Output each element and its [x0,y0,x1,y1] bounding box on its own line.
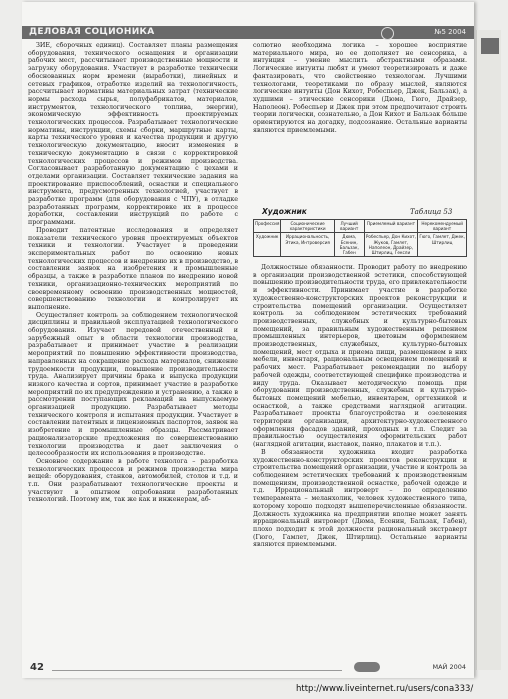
right-column-bottom [253,264,467,654]
right-paragraph: Должностные обязанности. Проводит работу по внедрению в организации производственной эстетики, способствующей повышению производительности труда, его привлекательности и эффективности. Принимает участие в разработке художественно-конструкторских проектов реконструкции и строительства помещений организации. Осуществляет контроль за соблюдением эстетических требований производственных, служебных и культурно-бытовых помещений, за правильным художественным решением промышленных интерьеров, цветовым оформлением производственных, служебных, культурно-бытовых помещений, мест отдыха и приема пищи, размещением в них мебели, инвентаря, рациональным освещением помещений и рабочих мест. Разрабатывает рекомендации по выбору рабочей одежды, соответствующей специфике производства и виду труда. Оказывает методическую помощь при оборудовании производственных, служебных и культурно-бытовых помещений мебелью, инвентарем, оргтехникой и оснасткой, а также средствами наглядной агитации. Разрабатывает проекты благоустройства и озеленения территории организации, архитектурно-художественного оформления фасадов зданий, проходных и т.п. Следит за правильностью осуществления оформительских работ (наглядной агитации, выставок, панно, плакатов и т.п.). [253,264,467,449]
table-cell: Дюма, Есенин, Бальзак, Габен [334,233,364,257]
issue-tag: №5 2004 [434,28,466,36]
left-paragraph: Осуществляет контроль за соблюдением технологической дисциплины и правильной эксплуатацией технологического оборудования. Изучает передовой отечественный и зарубежный опыт в области технологии производства, разрабатывает и принимает участие в реализации мероприятий по повышению эффективности производства, направленных на сокращение расхода материалов, снижение трудоемкости продукции, повышение производительности труда. Анализирует причины брака и выпуска продукции низкого качества и сортов, принимает участие в разработке мероприятий по их предупреждению и устранению, а также в рассмотрении поступающих рекламаций на выпускаемую организацией продукцию. Разрабатывает методы технического контроля и испытания продукции. Участвует в составлении патентных и лицензионных паспортов, заявок на изобретение и промышленные образцы. Рассматривает рационализаторские предложения по совершенствованию технологии производства и дает заключения о целесообразности их использования в производстве. [28,311,238,458]
table-header-cell: Профессия [254,220,281,233]
table-caption: Таблица 53 [410,208,453,216]
left-paragraph: Проводит патентные исследования и определяет показатели технического уровня проектируемых объектов техники и технологии. Участвует в проведении экспериментальных работ по освоению новых технологических процессов и внедрению их в производство, в составлении заявок на изобретения и промышленные образцы, а также в разработке планов по внедрению новой техники, организационно-технических мероприятий по своевременному освоению производственных мощностей, совершенствованию технологии и контролирует их выполнение. [28,226,238,311]
right-paragraph: В обязанности художника входит разработка художественно-конструкторских проектов реконструкции и строительства помещений организации, участие и контроль за соблюдением эстетических требований к производственным помещениям, производственной оснастке, рабочей одежде и т.д. Иррациональный интроверт – по определению темперамента – меланхолик, человек художественного типа, которому хорошо подходят вышеперечисленные обязанности. Должность художника на предприятии вполне может занять иррациональный интроверт (Дюма, Есенин, Бальзак, Габен), плохо подходит к этой должности рациональный экстраверт (Гюго, Гамлет, Джек, Штирлиц). Остальные варианты являются приемлемыми. [253,448,467,549]
left-paragraph: ЗИЕ, сборочных единиц). Составляет планы размещения оборудования, технического оснащения и организации рабочих мест, рассчитывает производственные мощности и загрузку оборудования. Участвует в разработке технически обоснованных норм времени (выработки), линейных и сетевых графиков, отработке изделий на технологичность, рассчитывает нормативы материальных затрат (технические нормы расхода сырья, полуфабрикатов, материалов, инструментов, технологического топлива, энергии), экономическую эффективность проектируемых технологических процессов. Разрабатывает технологические нормативы, инструкции, схемы сборки, маршрутные карты, карты технического уровня и качества продукции и другую технологическую документацию, вносит изменения в техническую документацию в связи с корректировкой технологических процессов и режимов производства. Согласовывает разработанную документацию с цехами и отделами организации. Составляет технические задания на проектирование приспособлений, оснастки и специального инструмента, предусмотренных технологией, участвует в разработке программ (для оборудования с ЧПУ), в отладке разработанных программ, корректировке их в процессе доработки, составлении инструкций по работе с программами. [28,42,238,227]
table-cell: Художник [254,233,281,257]
table-row [254,233,467,257]
watermark-url: http://www.liveinternet.ru/users/cona333/ [296,684,474,694]
magazine-title: ДЕЛОВАЯ СОЦИОНИКА [29,27,155,37]
table-cell: Робеспьер, Дон Кихот, Жуков, Гамлет, Наполеон, Драйзер, Штирлиц, Гексли [365,234,416,256]
footer-logo-icon [354,662,380,672]
page-number: 42 [30,662,44,673]
table-cell: Гюго, Гамлет, Джек, Штирлиц [418,233,467,257]
left-paragraph: Основное содержание в работе технолога – разработка технологических процессов и режимов производства мира вещей: оборудования, станков, автомобилей, столов и т.д. и т.п. Они разрабатывают технологические проекты и участвуют в опытном опробовании разработанных технологий. Поэтому им, так же как и инженерам, аб- [28,457,238,504]
adjacent-page-edge [476,30,501,670]
footer-issue: МАЙ 2004 [432,663,466,671]
table-header-cell: Соционические характеристики [281,220,335,233]
right-column-top [253,42,467,192]
magazine-page [22,2,474,678]
profession-table [253,219,467,257]
left-column [28,42,238,654]
table-header-row [254,220,467,233]
section-title: Художник [262,207,307,216]
table-header-cell: Лучший вариант [334,220,364,233]
table-header-cell: Нерекомендуемый вариант [418,220,467,233]
footer-rule [52,670,342,671]
header-strip [481,38,499,54]
table-cell: Иррациональность, Этика, Интроверсия [281,233,335,257]
table-header-cell: Приемлемый вариант [364,220,418,233]
right-paragraph: солютно необходима логика – хорошее восприятие материального мира, но ее дополняет не сенсорика, а интуиция – умение мыслить абстрактными образами. Логические интуиты любят и умеют теоретизировать и даже фантазировать, что свойственно технологам. Лучшими технологами, теоретиками по образу мыслей, являются логические интуиты (Дон Кихот, Робеспьер, Джек, Бальзак), а худшими – этические сенсорики (Дюма, Гюго, Драйзер, Наполеон). Робеспьер и Джек при этом предпочитают строить теории логически, сознательно, а Дон Кихот и Бальзак больше ориентируются на догадку, подсознание. Остальные варианты являются приемлемыми. [253,42,467,134]
page-footer [22,662,474,676]
running-header [22,26,474,39]
spiral-logo-icon [381,27,394,40]
